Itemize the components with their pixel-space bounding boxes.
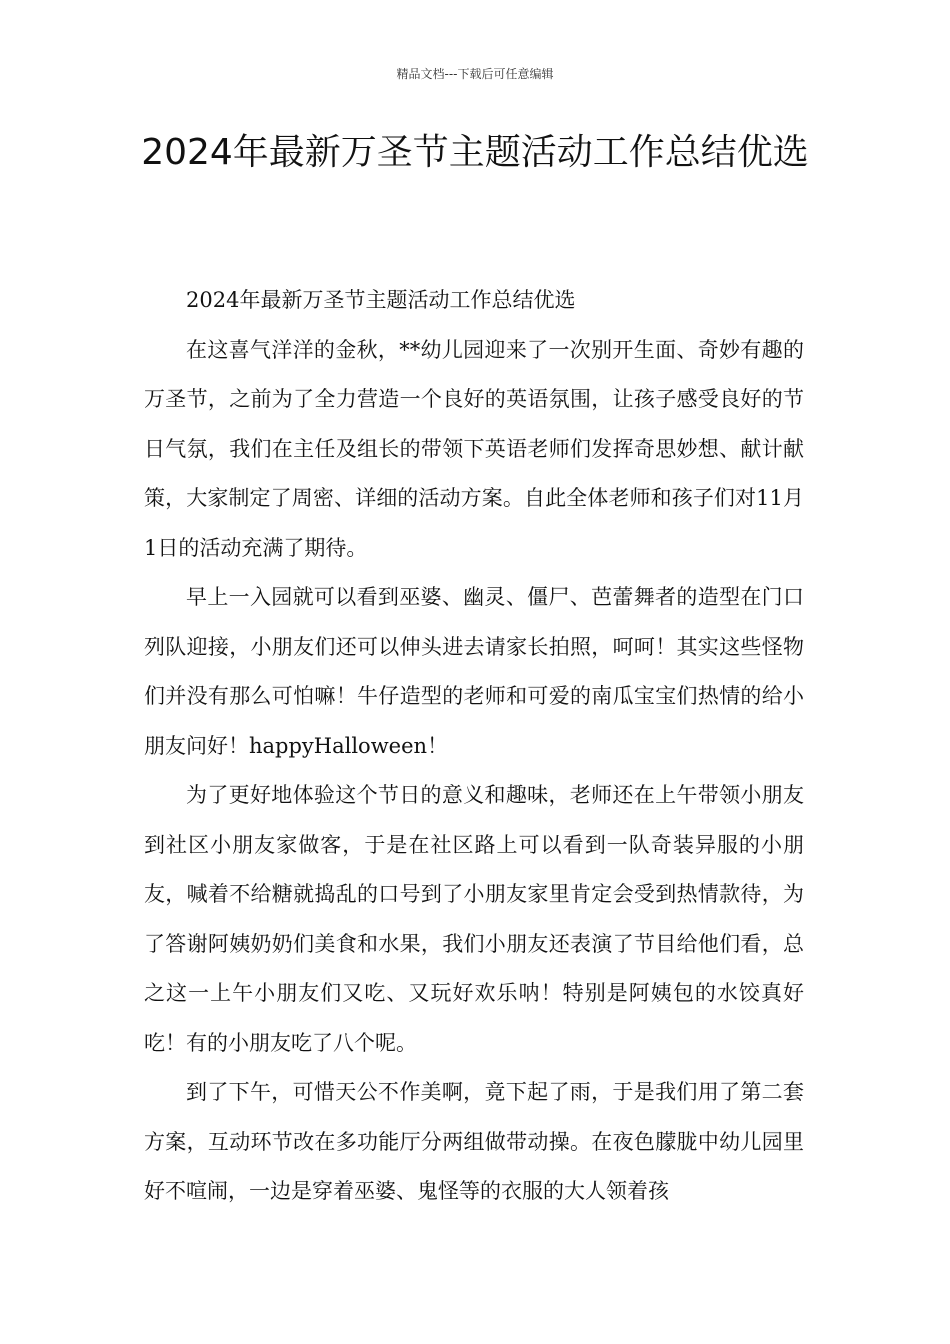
document-body <box>144 276 804 1217</box>
paragraph: 早上一入园就可以看到巫婆、幽灵、僵尸、芭蕾舞者的造型在门口列队迎接，小朋友们还可以伸头进去请家长拍照，呵呵！其实这些怪物们并没有那么可怕嘛！牛仔造型的老师和可爱的南瓜宝宝们热情的给小朋友问好！happyHalloween！ <box>144 585 804 758</box>
document-title: 2024年最新万圣节主题活动工作总结优选 <box>141 132 809 173</box>
paragraph: 到了下午，可惜天公不作美啊，竟下起了雨，于是我们用了第二套方案，互动环节改在多功能厅分两组做带动操。在夜色朦胧中幼儿园里好不喧闹，一边是穿着巫婆、鬼怪等的衣服的大人领着孩 <box>144 1080 804 1203</box>
paragraph-subtitle: 2024年最新万圣节主题活动工作总结优选 <box>186 288 576 312</box>
paragraph: 为了更好地体验这个节日的意义和趣味，老师还在上午带领小朋友到社区小朋友家做客，于是在社区路上可以看到一队奇装异服的小朋友，喊着不给糖就捣乱的口号到了小朋友家里肯定会受到热情款待，为了答谢阿姨奶奶们美食和水果，我们小朋友还表演了节目给他们看，总之这一上午小朋友们又吃、又玩好欢乐呐！特别是阿姨包的水饺真好吃！有的小朋友吃了八个呢。 <box>144 783 804 1055</box>
page-header: 精品文档---下载后可任意编辑 <box>396 67 554 81</box>
paragraph: 在这喜气洋洋的金秋，**幼儿园迎来了一次别开生面、奇妙有趣的万圣节，之前为了全力营造一个良好的英语氛围，让孩子感受良好的节日气氛，我们在主任及组长的带领下英语老师们发挥奇思妙想、献计献策，大家制定了周密、详细的活动方案。自此全体老师和孩子们对11月1日的活动充满了期待。 <box>144 337 804 560</box>
